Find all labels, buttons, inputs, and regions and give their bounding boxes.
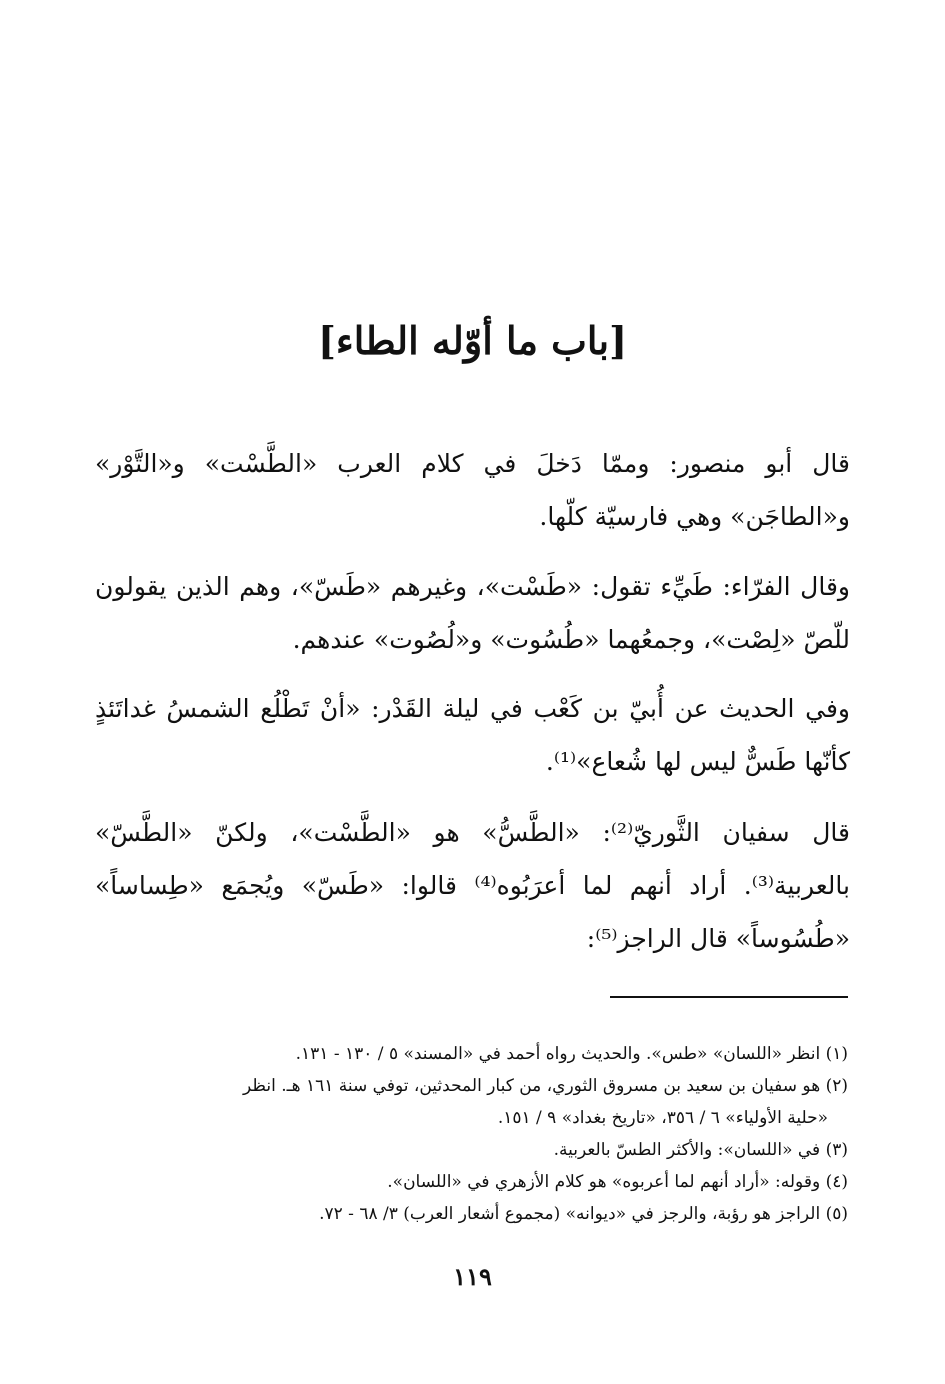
footnote-3: (٣) في «اللسان»: والأكثر الطسّ بالعربية. <box>553 1140 848 1160</box>
page-number: ١١٩ <box>453 1262 492 1291</box>
paragraph-1: قال أبو منصور: وممّا دَخلَ في كلام العرب «الطَّسْت» و«التَّوْر» و«الطاجَن» وهي فارسيّة كلّها. <box>95 449 850 531</box>
paragraph-2: وقال الفرّاء: طَيِّء تقول: «طَسْت»، وغيرهم «طَسّ»، وهم الذين يقولون للّصّ «لِصْت»، وجمعُهما «طُسُوت» و«لُصُوت» عندهم. <box>95 572 850 654</box>
footnote-2-continued: «حلية الأولياء» ٦ / ٣٥٦، «تاريخ بغداد» ٩ / ١٥١. <box>497 1108 828 1128</box>
footnote-2: (٢) هو سفيان بن سعيد بن مسروق الثوري، من كبار المحدثين، توفي سنة ١٦١ هـ. انظر <box>243 1076 848 1096</box>
footnote-5: (٥) الراجز هو رؤبة، والرجز في «ديوانه» (مجموع أشعار العرب) ٣/ ٦٨ - ٧٢. <box>319 1204 848 1224</box>
paragraph-4: قال سفيان الثَّوريّ⁽²⁾: «الطَّسُّ» هو «الطَّسْت»، ولكنّ «الطَّسّ» بالعربية⁽³⁾. أراد أنهم لما أعرَبُوه⁽⁴⁾ قالوا: «طَسّ» ويُجمَع «طِساساً» «طُسُوساً» قال الراجز⁽⁵⁾: <box>95 818 851 953</box>
footnotes <box>93 1038 848 1230</box>
footnote-1: (١) انظر «اللسان» «طس». والحديث رواه أحمد في «المسند» ٥ / ١٣٠ - ١٣١. <box>295 1044 848 1064</box>
footnote-separator <box>610 996 848 998</box>
footnote-4: (٤) وقوله: «أراد أنهم لما أعربوه» هو كلام الأزهري في «اللسان». <box>387 1172 848 1192</box>
chapter-title: [باب ما أوّله الطاء] <box>317 318 628 363</box>
paragraph-3: وفي الحديث عن أُبيّ بن كَعْب في ليلة القَدْر: «أنْ تَطْلُع الشمسُ غداتَئذٍ كأنّها طَسٌّ ليس لها شُعاع»⁽¹⁾. <box>95 694 850 776</box>
